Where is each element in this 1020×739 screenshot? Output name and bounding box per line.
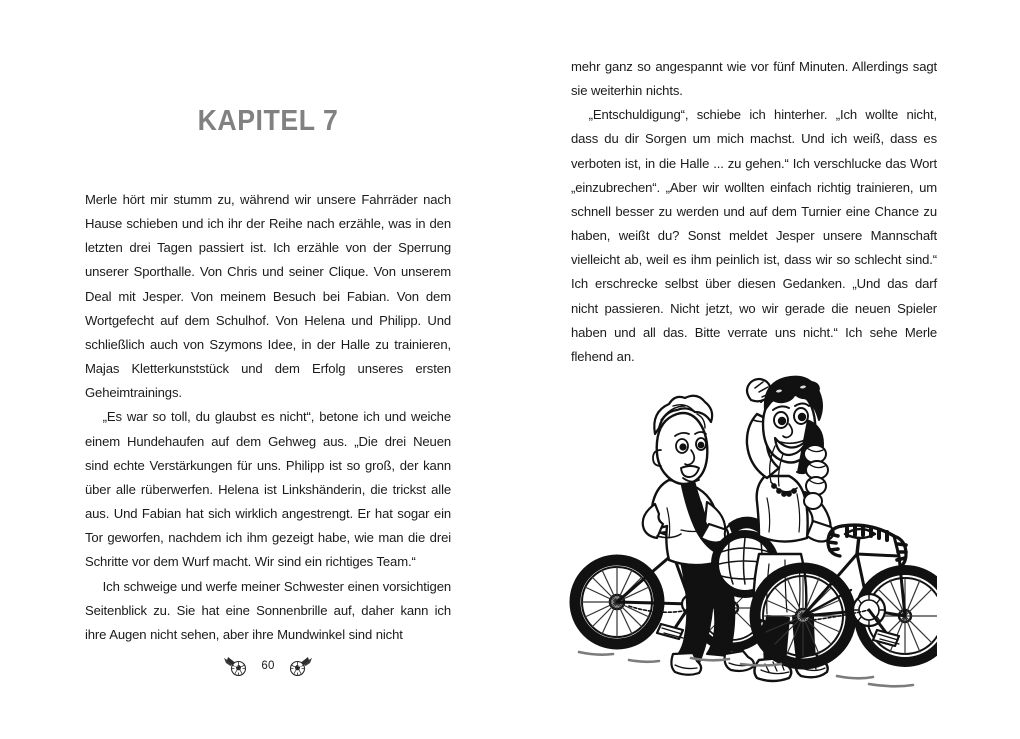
boy-and-girl-with-bicycles-illustration — [569, 358, 937, 698]
chapter-heading: KAPITEL 7 — [197, 105, 339, 137]
handball-comet-icon — [287, 656, 313, 678]
left-page-body-text — [85, 188, 451, 647]
folio — [85, 653, 451, 681]
paragraph: Ich schweige und werfe meiner Schwester einen vorsichtigen Seitenblick zu. Sie hat eine Sonnenbrille auf, daher kann ich ihre Augen nicht sehen, aber ihre Mundwinkel sind nicht — [85, 578, 451, 642]
right-page-body-text — [571, 55, 937, 369]
paragraph: Merle hört mir stumm zu, während wir unsere Fahrräder nach Hause schieben und ich ihr der Reihe nach erzähle, was in den letzten drei Tagen passiert ist. Ich erzähle von der Sperrung unserer Sporthalle. Von Chris und seiner Clique. Von unserem Deal mit Jesper. Von meinem Besuch bei Fabian. Von dem Wortgefecht auf dem Schulhof. Von Helena und Philipp. Und schließlich auch von Szymons Idee, in der Halle zu trainieren, Majas Kletterkunststück und dem Erfolg unseres ersten Geheimtrainings. — [85, 192, 451, 401]
paragraph: mehr ganz so angespannt wie vor fünf Minuten. Allerdings sagt sie weiterhin nichts. — [571, 59, 937, 99]
paragraph: „Es war so toll, du glaubst es nicht“, betone ich und weiche einem Hundehaufen auf dem Gehweg aus. „Die drei Neuen sind echte Verstärkungen für uns. Philipp ist so groß, der kann über alle rüberwerfen. Helena ist Linkshänderin, die trickst alle aus. Und Fabian hat sich wirklich angestrengt. Er hat sogar ein Tor geworfen, nachdem ich ihm gezeigt habe, wie man die drei Schritte vor dem Wurf macht. Wir sind ein richtiges Team.“ — [85, 409, 451, 570]
handball-comet-icon — [223, 656, 249, 678]
paragraph: „Entschuldigung“, schiebe ich hinterher. „Ich wollte nicht, dass du dir Sorgen um mich machst. Und ich weiß, dass es verboten ist, in die Halle ... zu gehen.“ Ich verschlucke das Wort „einzubrechen“. „Aber wir wollten einfach richtig trainieren, um schnell besser zu werden und auf dem Turnier eine Chance zu haben, weißt du? Sonst meldet Jesper unsere Mannschaft vielleicht ab, weil es ihm peinlich ist, dass wir so schlecht sind.“ Ich erschrecke selbst über diesen Gedanken. „Und das darf nicht passieren. Nicht jetzt, wo wir gerade die neuen Spieler haben und all das. Bitte verrate uns nicht.“ Ich sehe Merle flehend an. — [571, 107, 937, 364]
page-number: 60 — [261, 659, 275, 672]
right-page — [571, 0, 937, 739]
left-page — [85, 0, 451, 739]
